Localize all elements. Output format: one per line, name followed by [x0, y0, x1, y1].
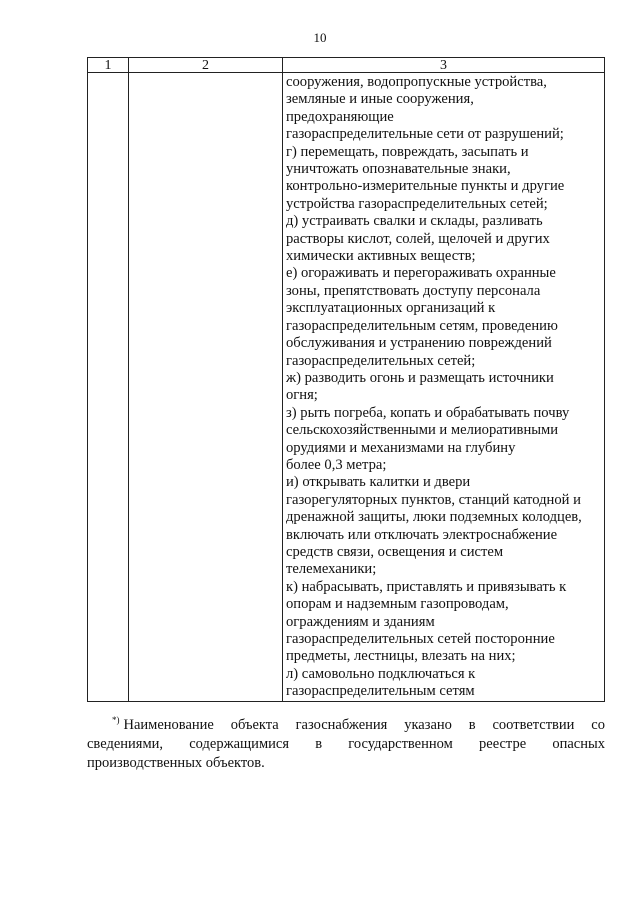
- text-line: ж) разводить огонь и размещать источники: [286, 369, 554, 386]
- prohibitions-list: [283, 73, 604, 701]
- text-line: г) перемещать, повреждать, засыпать и: [286, 143, 529, 160]
- text-line: к) набрасывать, приставлять и привязывать к: [286, 578, 567, 595]
- footnote-marker: *): [112, 715, 120, 726]
- table-cell-col-1: [88, 73, 129, 701]
- document-table: [87, 57, 605, 702]
- text-line: контрольно-измерительные пункты и другие: [286, 178, 565, 195]
- text-line: дренажной защиты, люки подземных колодцев,: [286, 509, 582, 526]
- text-line: газораспределительных сетей;: [286, 352, 476, 369]
- table-header-col-3: 3: [283, 58, 604, 73]
- text-line: предметы, лестницы, влезать на них;: [286, 648, 516, 665]
- page-number: 10: [313, 30, 327, 45]
- text-line: сельскохозяйственными и мелиоративными: [286, 422, 559, 439]
- table-header-col-1: 1: [88, 58, 129, 73]
- footnote: [87, 716, 605, 773]
- text-line: химически активных веществ;: [286, 248, 476, 265]
- text-line: сооружения, водопропускные устройства,: [286, 74, 547, 90]
- text-line: земляные и иные сооружения,: [286, 91, 474, 108]
- text-line: предохраняющие: [286, 108, 394, 125]
- text-line: опорам и надземным газопроводам,: [286, 596, 509, 613]
- text-line: включать или отключать электроснабжение: [286, 526, 558, 543]
- text-line: устройства газораспределительных сетей;: [286, 195, 548, 212]
- table-cell-col-3: [283, 73, 604, 701]
- text-line: орудиями и механизмами на глубину: [286, 439, 516, 456]
- text-line: л) самовольно подключаться к: [286, 665, 476, 682]
- text-line: зоны, препятствовать доступу персонала: [286, 282, 541, 299]
- text-line: уничтожать опознавательные знаки,: [286, 161, 511, 178]
- table-cell-col-2: [129, 73, 283, 701]
- text-line: газораспределительным сетям: [286, 683, 475, 700]
- text-line: е) огораживать и перегораживать охранные: [286, 265, 556, 282]
- text-line: газораспределительным сетям, проведению: [286, 317, 558, 334]
- text-line: обслуживания и устранению повреждений: [286, 335, 552, 352]
- text-line: и) открывать калитки и двери: [286, 474, 471, 491]
- text-line: газораспределительных сетей посторонние: [286, 631, 555, 647]
- text-line: средств связи, освещения и систем: [286, 543, 504, 560]
- text-line: з) рыть погреба, копать и обрабатывать почву: [286, 404, 570, 421]
- text-line: д) устраивать свалки и склады, разливать: [286, 213, 543, 230]
- table-header-col-2: 2: [129, 58, 283, 73]
- text-line: ограждениям и зданиям: [286, 613, 435, 630]
- text-line: телемеханики;: [286, 561, 377, 578]
- text-line: более 0,3 метра;: [286, 456, 387, 473]
- text-line: растворы кислот, солей, щелочей и других: [286, 230, 550, 247]
- text-line: эксплуатационных организаций к: [286, 300, 496, 317]
- text-line: газорегуляторных пунктов, станций катодной и: [286, 491, 581, 508]
- text-line: огня;: [286, 387, 318, 404]
- text-line: газораспределительные сети от разрушений;: [286, 126, 564, 143]
- footnote-text: Наименование объекта газоснабжения указано в соответствии со сведениями, содержащимися в государственном реестре опасных производственных объектов.: [87, 717, 605, 771]
